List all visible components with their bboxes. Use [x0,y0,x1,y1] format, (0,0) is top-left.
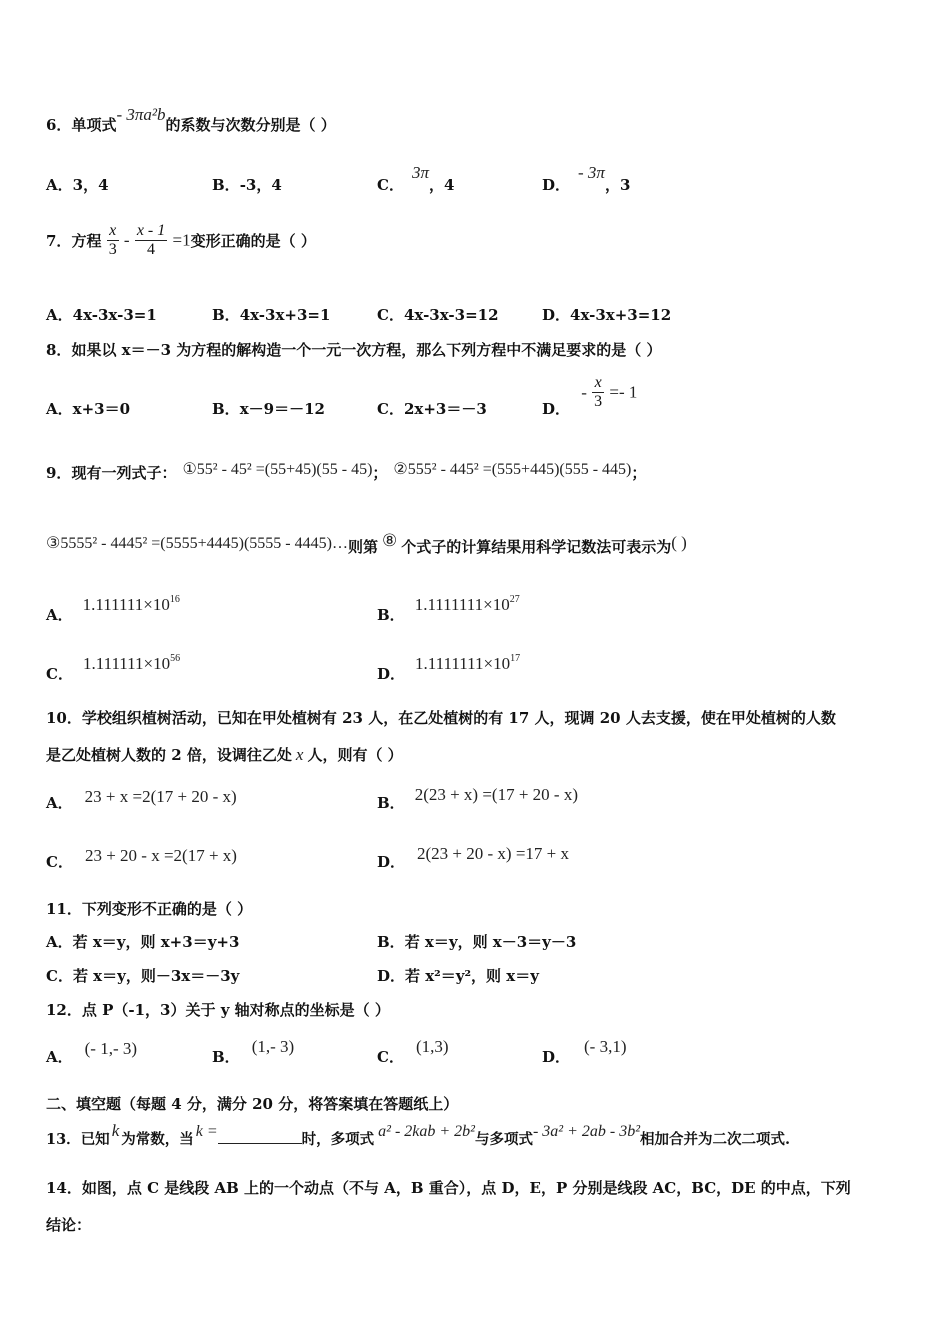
option-text: 2x+3＝－3 [403,400,487,418]
answer-blank[interactable] [218,1129,302,1144]
denominator: 3 [594,393,603,410]
option-expression: (1,3) [415,1037,449,1056]
question-text: 已知 [80,1131,110,1148]
question-number: 14． [46,1179,82,1197]
q12-option-c[interactable] [377,1037,449,1067]
option-text: 若 x＝y，则 x－3＝y－3 [404,933,577,951]
option-label: B． [377,606,405,624]
question-10-line-2 [46,744,403,765]
option-text: 4x-3x-3=1 [72,306,157,324]
numerator: x [592,374,604,393]
q12-option-a[interactable] [46,1040,137,1067]
question-10 [46,707,836,728]
question-text: 如果以 x＝－3 为方程的解构造一个一元一次方程，那么下列方程中不满足要求的是（ ） [71,341,662,359]
q12-option-d[interactable] [542,1037,627,1067]
fraction-x-over-3 [592,374,604,411]
option-exponent: 17 [510,653,521,664]
minus-sign: - [123,230,130,250]
question-number: 6． [46,116,72,134]
option-label: C． [46,853,73,871]
question-text: 人，则有（ ） [307,746,403,764]
numerator: x - 1 [136,222,166,239]
fraction-x-minus-1-over-4 [135,222,167,259]
question-number: 11． [46,900,82,918]
q10-option-a[interactable] [46,786,237,813]
option-label: B． [377,933,405,951]
q7-option-c[interactable] [377,304,499,325]
option-label: A． [46,400,73,418]
q8-option-b[interactable] [212,398,325,419]
question-9 [46,462,646,483]
option-text: 3，4 [72,176,109,194]
option-expression: (1,- 3) [251,1037,295,1056]
question-text: 的系数与次数分别是（ ） [165,116,336,134]
option-text: -3，4 [239,176,282,194]
q9-option-d[interactable] [377,655,520,684]
option-expression: 2(23 + x) =(17 + 20 - x) [414,785,579,804]
option-label: C． [377,306,404,324]
question-number: 9． [46,464,72,482]
polynomial-2: - 3a² + 2ab - 3b² [532,1123,641,1140]
option-mantissa: 1.111111×10 [82,654,171,673]
q8-option-a[interactable] [46,398,130,419]
question-7 [46,222,316,259]
option-label: A． [46,1048,73,1066]
equation-tail: =- 1 [609,382,638,402]
q8-option-c[interactable] [377,398,487,419]
variable-x: x [295,745,304,764]
option-label: B． [212,1048,240,1066]
option-text: 若 x＝y，则 x+3＝y+3 [72,933,240,951]
option-expression: 2(23 + 20 - x) =17 + x [417,844,570,863]
q6-option-b[interactable] [212,174,282,195]
option-label: D． [542,400,571,418]
question-13 [46,1121,791,1149]
option-label: B． [212,306,240,324]
question-number: 10． [46,709,82,727]
option-expression: (- 1,- 3) [84,1039,138,1058]
option-text: 4x-3x+3=1 [239,306,331,324]
q6-option-c[interactable] [377,163,455,195]
answer-parentheses: ( ) [671,533,687,552]
section-2-title [46,1093,458,1114]
option-label: D． [377,967,406,985]
option-text: 若 x²＝y²，则 x＝y [405,967,539,985]
question-text: 下列变形不正确的是（ ） [81,900,253,918]
option-label: A． [46,306,73,324]
denominator: 4 [147,241,156,258]
option-label: A． [46,794,73,812]
option-label: B． [377,794,405,812]
q12-option-b[interactable] [212,1037,295,1067]
q6-option-a[interactable] [46,174,109,195]
option-label: C． [46,665,73,683]
q10-option-c[interactable] [46,845,237,872]
q6-option-d[interactable] [542,163,631,195]
q11-option-a[interactable] [46,931,239,952]
option-label: B． [212,400,240,418]
question-text: 结论： [46,1216,92,1234]
question-text: 学校组织植树活动，已知在甲处植树有 23 人，在乙处植树的有 17 人，现调 20 人去支援，使在甲处植树的人数 [81,709,836,727]
question-12 [46,999,390,1020]
question-text: 时，多项式 [301,1131,375,1148]
question-8 [46,339,662,360]
option-text: ，3 [604,176,631,194]
option-exponent: 16 [169,594,180,605]
option-label: D． [542,176,571,194]
option-label: D． [377,853,406,871]
q7-option-d[interactable] [542,304,671,325]
option-label: A． [46,176,73,194]
option-mantissa: 1.1111111×10 [414,595,510,614]
question-14-line-2 [46,1214,91,1235]
section-title: 二、填空题（每题 4 分，满分 20 分，将答案填在答题纸上） [46,1095,459,1113]
question-text: 如图，点 C 是线段 AB 上的一个动点（不与 A，B 重合），点 D，E，P 分别是线段 AC，BC，DE 的中点，下列 [81,1179,851,1197]
option-label: D． [542,306,571,324]
option-text: x－9＝－12 [239,400,325,418]
option-label: C． [377,1048,404,1066]
question-text: 点 P（-1，3）关于 y 轴对称点的坐标是（ ） [81,1001,390,1019]
question-text: 是乙处植树人数的 2 倍，设调往乙处 [46,746,292,764]
option-exponent: 56 [170,653,181,664]
option-label: C． [377,176,404,194]
question-text: 与多项式 [474,1131,533,1148]
numerator: x [107,222,119,241]
question-text: 个式子的计算结果用科学记数法可表示为 [401,538,672,556]
q10-option-d[interactable] [377,841,569,872]
expression-1: ①55² - 45² =(55+45)(55 - 45) [182,461,373,478]
question-text: 方程 [71,232,102,250]
q11-option-c[interactable] [46,965,239,986]
q7-option-a[interactable] [46,304,157,325]
option-expression: 23 + 20 - x =2(17 + x) [84,846,237,865]
question-text: 则第 [347,538,378,556]
option-mantissa: 1.1111111×10 [415,654,511,673]
q8-option-d[interactable] [542,374,637,419]
option-exponent: 27 [509,594,520,605]
circled-eight: ⑧ [381,531,398,550]
question-14 [46,1177,851,1198]
k-equals: k = [195,1123,218,1140]
q11-option-d[interactable] [377,965,539,986]
option-text: 4x-3x+3=12 [570,306,672,324]
option-label: B． [212,176,240,194]
question-number: 8． [46,341,72,359]
question-text: 为常数，当 [121,1131,194,1148]
option-expression: 3π [411,163,429,182]
expression-3: ③5555² - 4445² =(5555+4445)(5555 - 4445)… [46,535,348,552]
q9-option-b[interactable] [377,596,520,625]
q9-option-c[interactable] [46,655,180,684]
q7-option-b[interactable] [212,304,330,325]
variable-k: k [111,1121,120,1140]
question-text: 变形正确的是（ ） [190,232,316,250]
denominator: 3 [108,241,117,258]
option-expression: 23 + x =2(17 + 20 - x) [84,787,237,806]
q9-option-a[interactable] [46,596,180,625]
option-label: A． [46,933,73,951]
separator: ； [631,464,647,482]
fraction-x-over-3 [107,222,119,259]
equals-one: =1 [172,230,191,250]
option-expression: (- 3,1) [584,1037,627,1056]
question-text: 相加合并为二次二项式. [640,1131,791,1148]
option-label: C． [46,967,73,985]
option-label: C． [377,400,404,418]
minus-sign: - [581,382,587,402]
polynomial-1: a² - 2kab + 2b² [378,1123,475,1140]
question-9-continued [46,531,687,557]
question-text: 现有一列式子： [71,464,177,482]
question-text: 单项式 [71,116,117,134]
question-11 [46,898,252,919]
option-text: x+3＝0 [72,400,131,418]
option-mantissa: 1.111111×10 [82,595,170,614]
option-expression: - 3π [578,163,605,182]
question-6 [46,105,336,135]
option-label: D． [377,665,406,683]
question-number: 12． [46,1001,82,1019]
q10-option-b[interactable] [377,782,578,813]
option-text: ，4 [428,176,455,194]
option-label: D． [542,1048,571,1066]
monomial-expression: - 3πa²b [116,105,166,124]
q11-option-b[interactable] [377,931,576,952]
question-number: 13． [46,1131,81,1148]
option-text: 4x-3x-3=12 [403,306,499,324]
separator: ； [372,464,388,482]
expression-2: ②555² - 445² =(555+445)(555 - 445) [393,461,632,478]
option-label: A． [46,606,73,624]
question-number: 7． [46,232,72,250]
option-text: 若 x＝y，则－3x＝－3y [72,967,240,985]
